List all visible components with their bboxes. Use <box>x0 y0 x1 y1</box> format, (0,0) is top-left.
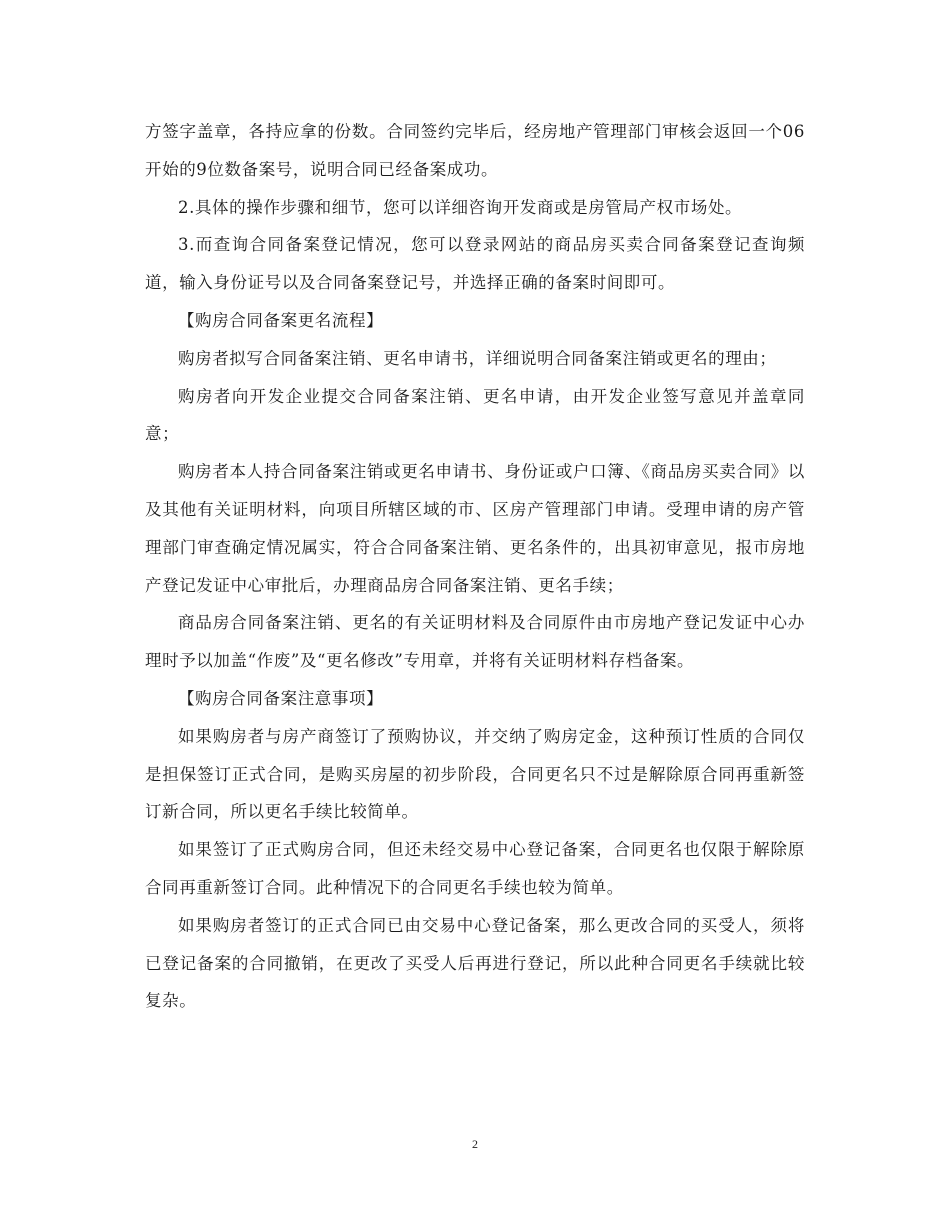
paragraph-1: 方签字盖章，各持应拿的份数。合同签约完毕后，经房地产管理部门审核会返回一个06开始的9位数备案号，说明合同已经备案成功。 <box>145 122 805 179</box>
paragraph-3: 3.而查询合同备案登记情况，您可以登录网站的商品房买卖合同备案登记查询频道，输入身份证号以及合同备案登记号，并选择正确的备案时间即可。 <box>145 235 805 293</box>
section-heading-notes: 【购房合同备案注意事项】 <box>178 688 384 708</box>
paragraph-5: 购房者拟写合同备案注销、更名申请书，详细说明合同备案注销或更名的理由； <box>178 348 777 368</box>
paragraph-2: 2.具体的操作步骤和细节，您可以详细咨询开发商或是房管局产权市场处。 <box>178 197 743 217</box>
paragraph-10: 如果购房者与房产商签订了预购协议，并交纳了购房定金，这种预订性质的合同仅是担保签订正式合同，是购买房屋的初步阶段，合同更名只不过是解除原合同再重新签订新合同，所以更名手续比较简单。 <box>145 726 805 822</box>
paragraph-11: 如果签订了正式购房合同，但还未经交易中心登记备案，合同更名也仅限于解除原合同再重新签订合同。此种情况下的合同更名手续也较为简单。 <box>145 840 805 897</box>
section-heading-rename-process: 【购房合同备案更名流程】 <box>178 310 384 330</box>
paragraph-7: 购房者本人持合同备案注销或更名申请书、身份证或户口簿、《商品房买卖合同》以及其他有关证明材料，向项目所辖区域的市、区房产管理部门申请。受理申请的房产管理部门审查确定情况属实，符合合同备案注销、更名条件的，出具初审意见，报市房地产登记发证中心审批后，办理商品房合同备案注销、更名手续； <box>145 462 805 595</box>
paragraph-6: 购房者向开发企业提交合同备案注销、更名申请，由开发企业签写意见并盖章同意； <box>145 386 805 444</box>
document-body <box>145 113 805 1020</box>
paragraph-8: 商品房合同备案注销、更名的有关证明材料及合同原件由市房地产登记发证中心办理时予以加盖“作废”及“更名修改”专用章，并将有关证明材料存档备案。 <box>145 613 805 671</box>
paragraph-12: 如果购房者签订的正式合同已由交易中心登记备案，那么更改合同的买受人，须将已登记备案的合同撤销，在更改了买受人后再进行登记，所以此种合同更名手续就比较复杂。 <box>145 915 805 1011</box>
page-number: 2 <box>472 1137 478 1151</box>
